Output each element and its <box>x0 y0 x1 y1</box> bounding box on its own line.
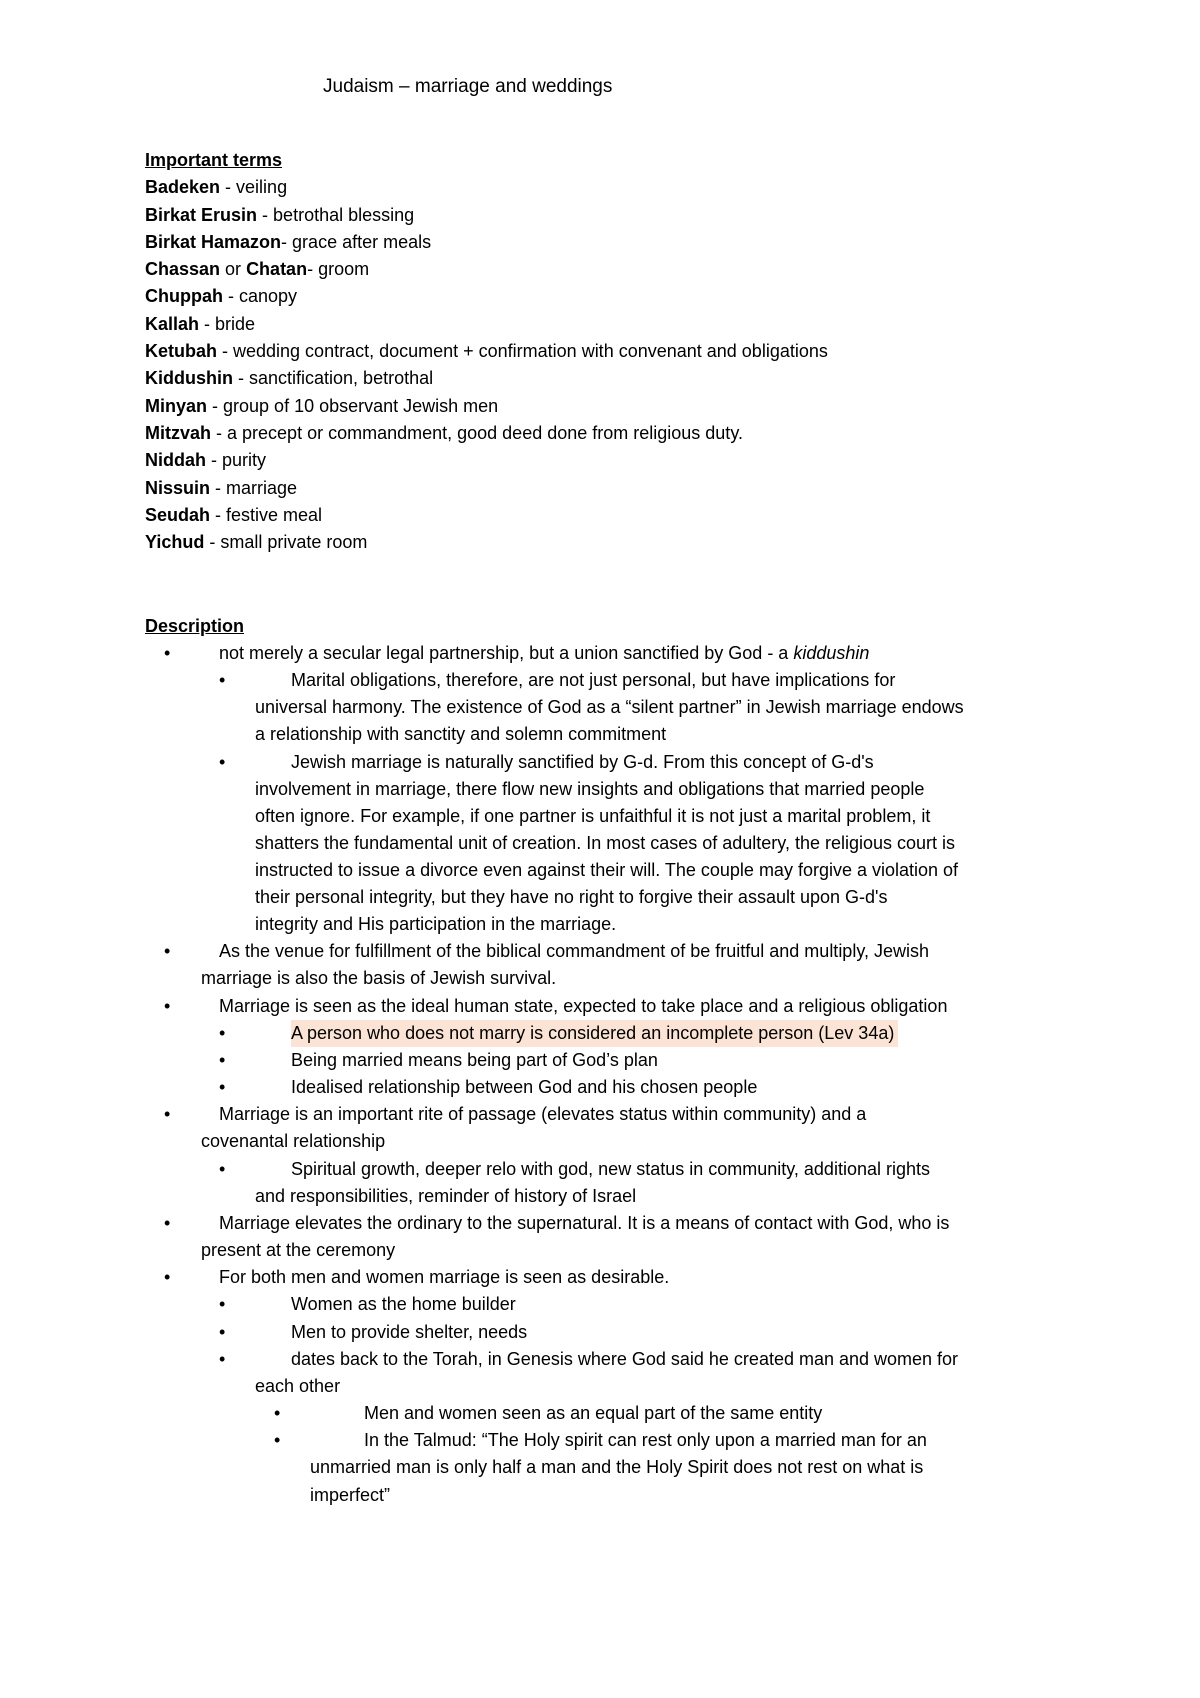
bullet-icon: • <box>164 1104 171 1124</box>
list-item-text: often ignore. For example, if one partner is unfaithful it is not just a marital problem, it <box>255 806 931 826</box>
term-definition: a precept or commandment, good deed done from religious duty. <box>227 422 743 443</box>
term-row-niddah <box>145 447 828 474</box>
term-separator: - <box>257 204 274 225</box>
bullet-icon: • <box>219 670 226 690</box>
term-separator: - <box>281 231 293 252</box>
term-definition: wedding contract, document + confirmation with convenant and obligations <box>233 341 828 362</box>
list-item-text: Marriage is an important rite of passage (elevates status within community) and a <box>219 1104 867 1124</box>
bullet-icon: • <box>219 1050 226 1070</box>
term-separator: - <box>220 177 237 198</box>
term-separator: - <box>204 532 221 553</box>
term-name-alt: Chatan <box>246 259 308 280</box>
list-item-text <box>219 640 869 667</box>
term-name: Mitzvah <box>145 422 212 443</box>
list-item-text: dates back to the Torah, in Genesis where God said he created man and women for <box>291 1349 959 1369</box>
term-definition: veiling <box>236 177 288 198</box>
list-item-text: universal harmony. The existence of God as a “silent partner” in Jewish marriage endows <box>255 697 964 717</box>
highlighted-list-item-text: A person who does not marry is considered an incomplete person (Lev 34a) <box>291 1020 898 1047</box>
list-item-text: a relationship with sanctity and solemn commitment <box>255 724 667 744</box>
bullet-icon: • <box>219 1159 226 1179</box>
list-item-text: unmarried man is only half a man and the Holy Spirit does not rest on what is <box>310 1457 924 1477</box>
list-item-text: and responsibilities, reminder of history of Israel <box>255 1186 637 1206</box>
term-row-ketubah <box>145 338 828 365</box>
list-item-text: Spiritual growth, deeper relo with god, new status in community, additional rights <box>291 1159 930 1179</box>
bullet-icon: • <box>219 1077 226 1097</box>
term-row-birkat-hamazon <box>145 229 828 256</box>
term-separator: - <box>307 259 319 280</box>
term-definition: grace after meals <box>292 231 432 252</box>
bullet-icon: • <box>219 1294 226 1314</box>
bullet-icon: • <box>274 1430 281 1450</box>
bullet-icon: • <box>219 1023 226 1043</box>
term-name: Ketubah <box>145 341 217 362</box>
list-item-text: involvement in marriage, there flow new insights and obligations that married people <box>255 779 925 799</box>
term-separator: - <box>206 450 222 471</box>
term-name: Kallah <box>145 313 200 334</box>
list-item-text: Women as the home builder <box>291 1294 516 1314</box>
term-separator: - <box>217 341 233 362</box>
list-item-text: Men and women seen as an equal part of the same entity <box>364 1403 823 1423</box>
list-item-text: Marital obligations, therefore, are not just personal, but have implications for <box>291 670 896 690</box>
bullet-icon: • <box>164 941 171 961</box>
term-definition: canopy <box>239 286 298 307</box>
terms-heading: Important terms <box>145 150 283 170</box>
italic-term: kiddushin <box>793 643 870 663</box>
term-definition: groom <box>318 259 370 280</box>
list-item-text: As the venue for fulfillment of the biblical commandment of be fruitful and multiply, Jewish <box>219 941 930 961</box>
text-run: not merely a secular legal partnership, but a union sanctified by God - a <box>219 643 794 663</box>
term-row-yichud <box>145 529 828 556</box>
list-item-text: Men to provide shelter, needs <box>291 1322 528 1342</box>
description-heading: Description <box>145 616 245 636</box>
term-row-minyan <box>145 393 828 420</box>
list-item-text: shatters the fundamental unit of creation. In most cases of adultery, the religious court is <box>255 833 956 853</box>
term-definition: purity <box>222 450 267 471</box>
term-row-mitzvah <box>145 420 828 447</box>
list-item-text: Idealised relationship between God and his chosen people <box>291 1077 758 1097</box>
list-item-text: present at the ceremony <box>201 1240 396 1260</box>
list-item-text: each other <box>255 1376 341 1396</box>
term-name: Badeken <box>145 177 221 198</box>
list-item-text: imperfect” <box>310 1485 391 1505</box>
term-name: Chuppah <box>145 286 223 307</box>
term-row-chassan-chatan <box>145 256 828 283</box>
term-separator: or <box>220 259 247 280</box>
term-row-birkat-erusin <box>145 202 828 229</box>
term-name: Birkat Hamazon <box>145 231 282 252</box>
list-item-text: Marriage is seen as the ideal human state, expected to take place and a religious obligation <box>219 996 948 1016</box>
term-separator: - <box>207 395 224 416</box>
term-row-kiddushin <box>145 365 828 392</box>
term-name: Birkat Erusin <box>145 204 258 225</box>
list-item-text: instructed to issue a divorce even against their will. The couple may forgive a violation of <box>255 860 959 880</box>
term-name: Nissuin <box>145 477 211 498</box>
term-definition: marriage <box>226 477 298 498</box>
bullet-icon: • <box>164 1213 171 1233</box>
list-item-text: Jewish marriage is naturally sanctified by G-d. From this concept of G-d's <box>291 752 874 772</box>
term-definition: small private room <box>220 532 368 553</box>
bullet-icon: • <box>219 1322 226 1342</box>
document-title: Judaism – marriage and weddings <box>323 76 613 97</box>
bullet-icon: • <box>219 1349 226 1369</box>
list-item-text: Marriage elevates the ordinary to the supernatural. It is a means of contact with God, who is <box>219 1213 950 1233</box>
term-name: Kiddushin <box>145 368 233 389</box>
term-definition: betrothal blessing <box>273 204 415 225</box>
term-name: Seudah <box>145 504 211 525</box>
list-item-text: Being married means being part of God’s plan <box>291 1050 658 1070</box>
term-name: Chassan <box>145 259 221 280</box>
term-separator: - <box>233 368 249 389</box>
list-item-text: covenantal relationship <box>201 1131 386 1151</box>
list-item-text: integrity and His participation in the marriage. <box>255 914 617 934</box>
list-item-text: For both men and women marriage is seen as desirable. <box>219 1267 670 1287</box>
list-item-text: marriage is also the basis of Jewish survival. <box>201 968 557 988</box>
term-separator: - <box>223 286 239 307</box>
bullet-icon: • <box>219 752 226 772</box>
term-name: Niddah <box>145 450 206 471</box>
term-separator: - <box>199 313 216 334</box>
list-item-text: their personal integrity, but they have no right to forgive their assault upon G-d's <box>255 887 888 907</box>
bullet-icon: • <box>164 996 171 1016</box>
term-separator: - <box>211 422 228 443</box>
bullet-icon: • <box>164 643 171 663</box>
bullet-icon: • <box>164 1267 171 1287</box>
term-row-seudah <box>145 502 828 529</box>
term-name: Minyan <box>145 395 208 416</box>
term-row-kallah <box>145 311 828 338</box>
important-terms-section <box>145 147 828 556</box>
term-definition: group of 10 observant Jewish men <box>223 395 499 416</box>
term-definition: sanctification, betrothal <box>249 368 434 389</box>
term-definition: bride <box>215 313 256 334</box>
term-row-chuppah <box>145 283 828 310</box>
term-separator: - <box>210 477 227 498</box>
term-separator: - <box>210 504 227 525</box>
term-row-badeken <box>145 174 828 201</box>
bullet-icon: • <box>274 1403 281 1423</box>
term-name: Yichud <box>145 532 205 553</box>
term-row-nissuin <box>145 475 828 502</box>
term-definition: festive meal <box>226 504 323 525</box>
list-item-text: In the Talmud: “The Holy spirit can rest only upon a married man for an <box>364 1430 927 1450</box>
